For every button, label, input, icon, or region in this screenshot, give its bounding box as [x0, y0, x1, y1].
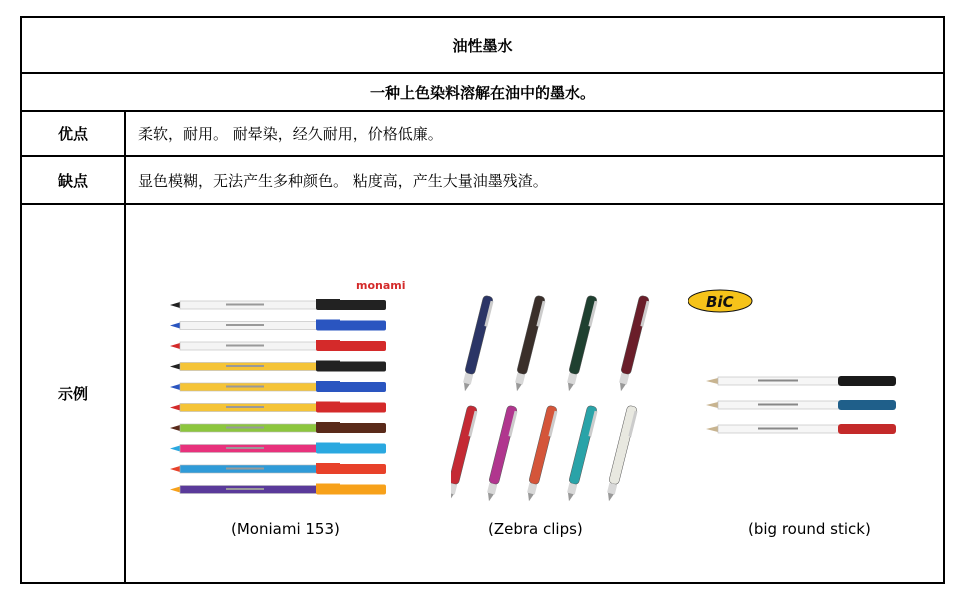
monami-logo: monami [356, 279, 406, 292]
caption-bic: (big round stick) [748, 520, 871, 538]
zebra-pen [564, 295, 598, 393]
monami-pen [170, 320, 386, 331]
monami-pen [170, 381, 386, 392]
definition-text: 一种上色染料溶解在油中的墨水。 [369, 83, 595, 102]
zebra-pen [460, 295, 494, 393]
bic-pens-image [688, 287, 903, 457]
title-row [22, 18, 943, 74]
examples-row [22, 205, 943, 582]
zebra-pen [512, 295, 546, 393]
monami-pen [170, 361, 386, 372]
zebra-pen [524, 405, 558, 503]
table-title: 油性墨水 [452, 36, 513, 55]
zebra-pen [616, 295, 650, 393]
zebra-pen [564, 405, 598, 503]
bic-logo: BiC [706, 293, 734, 311]
caption-monami: (Moniami 153) [231, 520, 340, 538]
pros-label: 优点 [22, 112, 126, 155]
monami-pen [170, 443, 386, 454]
zebra-pen [484, 405, 518, 503]
examples-cell [126, 205, 943, 582]
monami-pen [170, 463, 386, 474]
zebra-pen [451, 405, 478, 503]
monami-pen [170, 340, 386, 351]
monami-pen [170, 422, 386, 433]
caption-zebra: (Zebra clips) [488, 520, 583, 538]
monami-pen [170, 402, 386, 413]
examples-label: 示例 [22, 205, 126, 582]
zebra-pens-image [451, 287, 651, 507]
monami-pens-image [166, 275, 406, 500]
pros-text: 柔软，耐用。 耐晕染，经久耐用，价格低廉。 [138, 125, 443, 143]
ink-table [20, 16, 945, 584]
bic-pen [706, 400, 896, 410]
bic-pen [706, 424, 896, 434]
monami-pen [170, 484, 386, 495]
cons-label: 缺点 [22, 157, 126, 203]
pros-row [22, 112, 943, 157]
definition-row [22, 74, 943, 112]
cons-text: 显色模糊，无法产生多种颜色。 粘度高，产生大量油墨残渣。 [138, 171, 548, 190]
zebra-pen [604, 405, 638, 503]
monami-pen [170, 299, 386, 310]
bic-pen [706, 376, 896, 386]
cons-row [22, 157, 943, 205]
